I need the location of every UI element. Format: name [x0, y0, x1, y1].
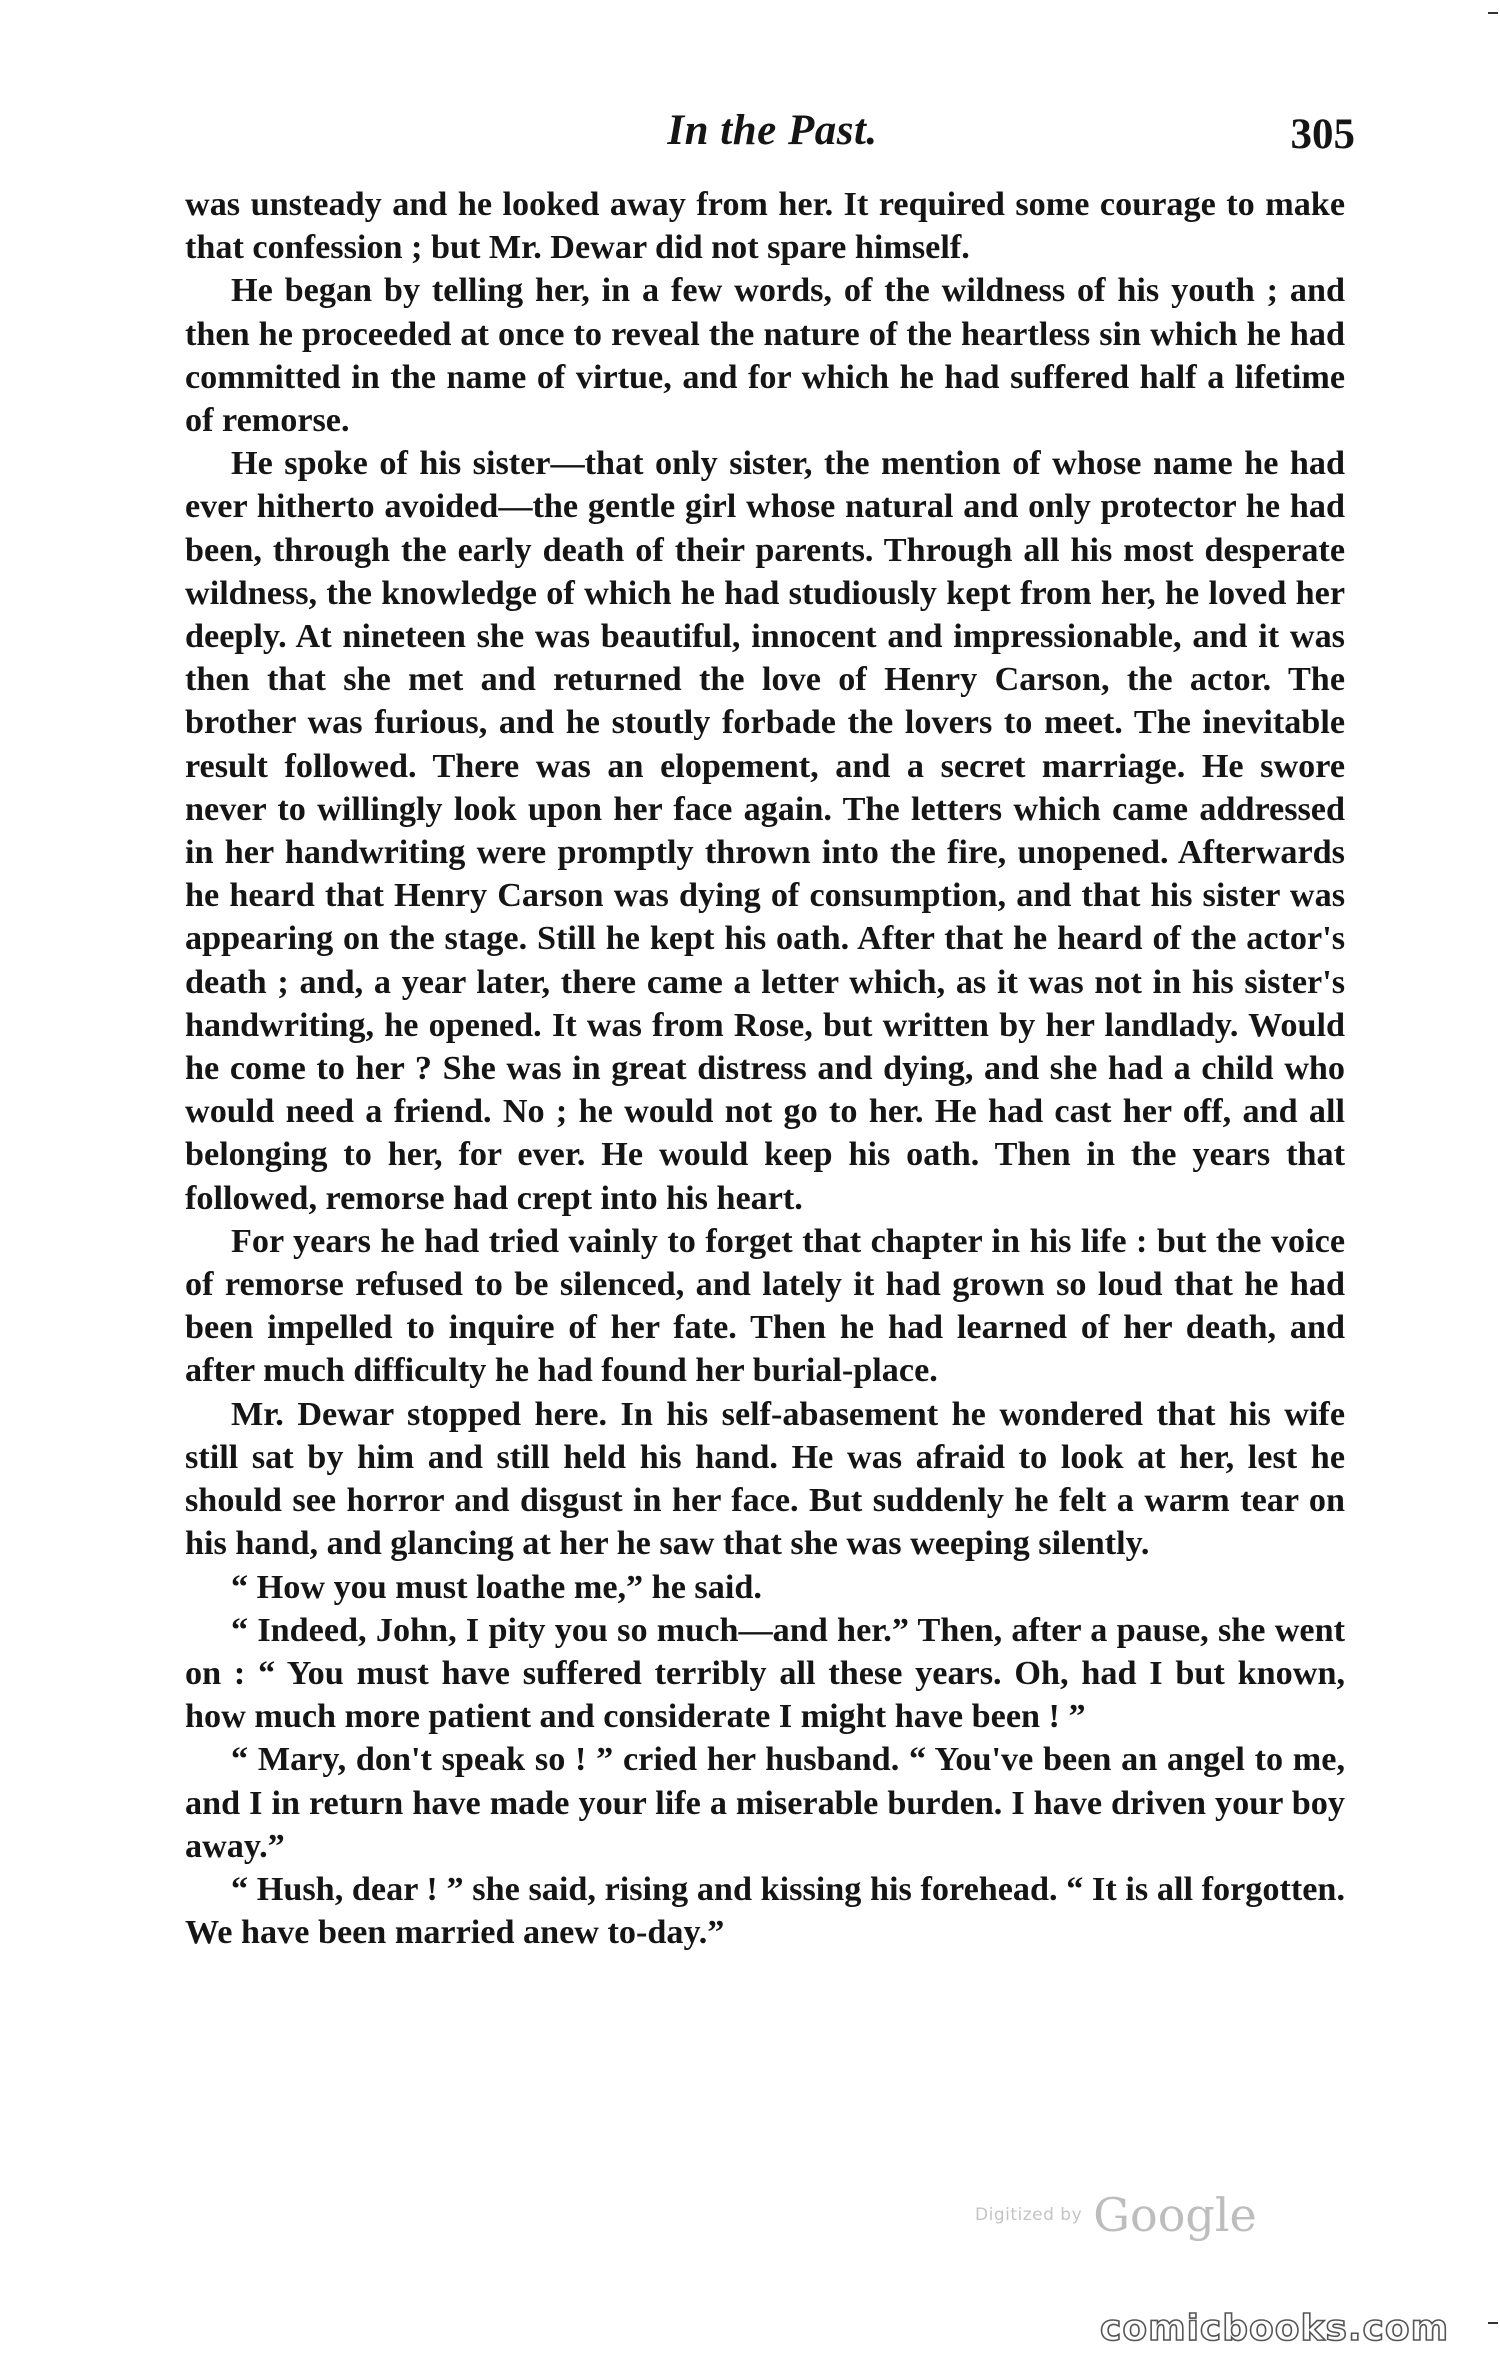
paragraph: “ Mary, don't speak so ! ” cried her husband. “ You've been an angel to me, and I in return have made your life a miserable burden. I have driven your boy away.”: [185, 1741, 1345, 1865]
paragraph: “ Indeed, John, I pity you so much—and her.” Then, after a pause, she went on : “ You must have suffered terribly all these years. Oh, had I but known, how much more patient and considerate I might have been ! ”: [185, 1611, 1345, 1736]
scan-edge-mark: [1488, 2322, 1498, 2324]
paragraph: “ Hush, dear ! ” she said, rising and kissing his forehead. “ It is all forgotten. We have been married anew to-day.”: [185, 1870, 1345, 1952]
running-title: In the Past.: [667, 107, 878, 154]
paragraph: was unsteady and he looked away from her. It required some courage to make that confession ; but Mr. Dewar did not spare himself.: [185, 186, 1345, 267]
body-text: [185, 183, 1345, 1954]
scan-edge-mark: [1488, 12, 1498, 14]
google-logo: Google: [1093, 2188, 1257, 2242]
running-head: [185, 100, 1360, 160]
paragraph: He began by telling her, in a few words, of the wildness of his youth ; and then he proceeded at once to reveal the nature of the heartless sin which he had committed in the name of virtue, and for which he had suffered half a lifetime of remorse.: [185, 272, 1345, 440]
page-number: 305: [1290, 111, 1355, 158]
paragraph: Mr. Dewar stopped here. In his self-abasement he wondered that his wife still sat by him and still held his hand. He was afraid to look at her, lest he should see horror and disgust in her face. But suddenly he felt a warm tear on his hand, and glancing at her he saw that she was weeping silently.: [185, 1395, 1345, 1563]
paragraph: He spoke of his sister—that only sister, the mention of whose name he had ever hitherto avoided—the gentle girl whose natural and only protector he had been, through the early death of their parents. Through all his most desperate wildness, the knowledge of which he had studiously kept from her, he loved her deeply. At nineteen she was beautiful, innocent and impressionable, and it was then that she met and returned the love of Henry Carson, the actor. The brother was furious, and he stoutly forbade the lovers to meet. The inevitable result followed. There was an elopement, and a secret marriage. He swore never to willingly look upon her face again. The letters which came addressed in her handwriting were promptly thrown into the fire, unopened. Afterwards he heard that Henry Carson was dying of consumption, and that his sister was appearing on the stage. Still he kept his oath. After that he heard of the actor's death ; and, a year later, there came a letter which, as it was not in his sister's handwriting, he opened. It was from Rose, but written by her landlady. Would he come to her ? She was in great distress and dying, and she had a child who would need a friend. No ; he would not go to her. He had cast her off, and all belonging to her, for ever. He would keep his oath. Then in the years that followed, remorse had crept into his heart.: [185, 445, 1345, 1217]
paragraph: For years he had tried vainly to forget that chapter in his life : but the voice of remorse refused to be silenced, and lately it had grown so loud that he had been impelled to inquire of her fate. Then he had learned of her death, and after much difficulty he had found her burial-place.: [185, 1222, 1345, 1390]
digitized-by-google-mark: [975, 2188, 1257, 2248]
digitized-by-label: Digitized by: [975, 2205, 1083, 2225]
paragraph: “ How you must loathe me,” he said.: [231, 1568, 762, 1606]
site-watermark: comicbooks.com: [1100, 2308, 1450, 2349]
